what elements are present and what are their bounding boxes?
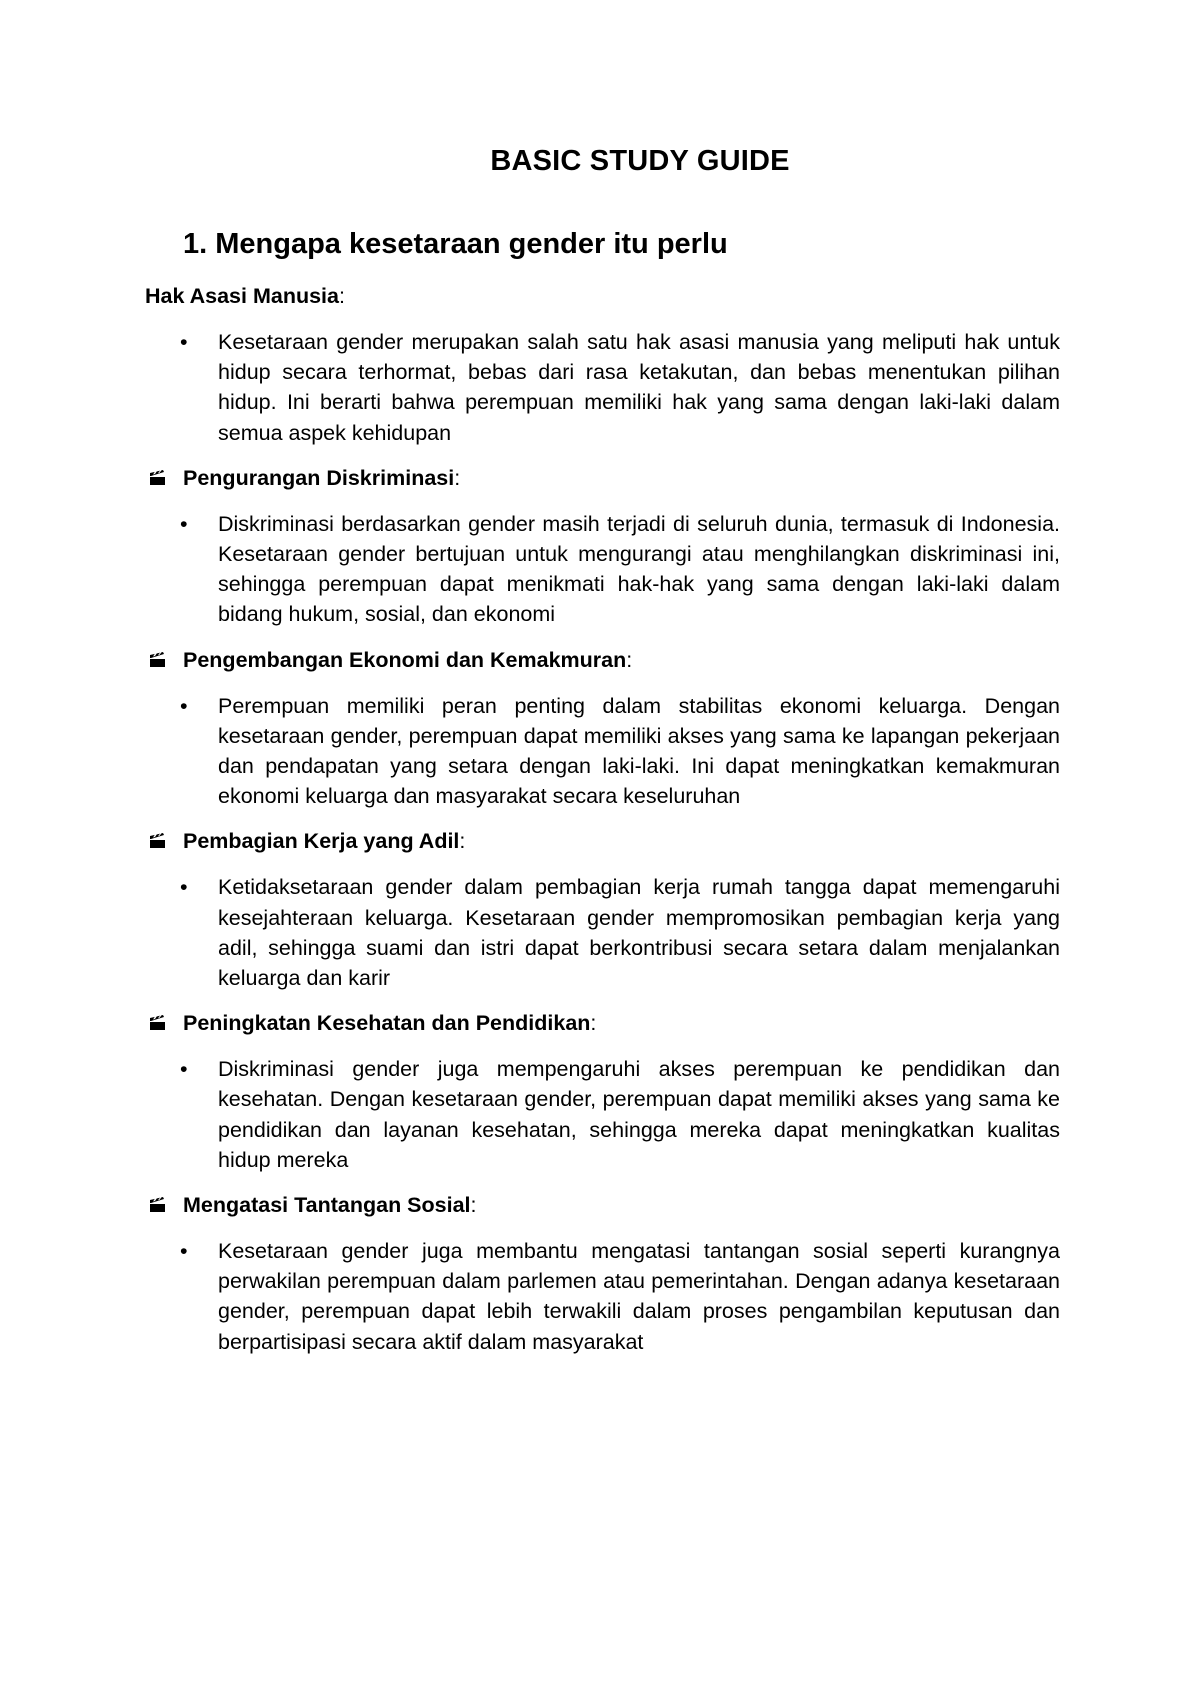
bullet-dot: •	[180, 693, 188, 718]
topic-heading	[145, 281, 1060, 311]
topic-heading-colon: :	[338, 284, 345, 308]
topic-heading	[145, 1008, 1060, 1038]
topic-heading-text: Pengurangan Diskriminasi	[183, 465, 455, 490]
topic-heading-colon: :	[454, 465, 461, 490]
bullet-item	[145, 327, 1060, 448]
bullet-text: Diskriminasi gender juga mempengaruhi akses perempuan ke pendidikan dan kesehatan. Dengan kesetaraan gender, perempuan dapat memiliki akses yang sama ke pendidikan dan layanan kesehatan, sehingga mereka dapat meningkatkan kualitas hidup mereka	[218, 1057, 1060, 1172]
topic-pengembangan-ekonomi	[145, 645, 1060, 812]
bullet-item	[145, 872, 1060, 993]
bullet-text: Kesetaraan gender merupakan salah satu hak asasi manusia yang meliputi hak untuk hidup secara terhormat, bebas dari rasa ketakutan, dan bebas menentukan pilihan hidup. Ini berarti bahwa perempuan memiliki hak yang sama dengan laki-laki dalam semua aspek kehidupan	[218, 330, 1060, 445]
bullet-item	[145, 691, 1060, 812]
topic-heading-text: Mengatasi Tantangan Sosial	[183, 1193, 471, 1218]
topic-heading-colon: :	[626, 647, 633, 672]
topic-heading-text: Hak Asasi Manusia	[145, 284, 339, 308]
bullet-text: Ketidaksetaraan gender dalam pembagian kerja rumah tangga dapat memengaruhi kesejahteraan keluarga. Kesetaraan gender mempromosikan pembagian kerja yang adil, sehingga suami dan istri dapat berkontribusi secara setara dalam menjalankan keluarga dan karir	[218, 875, 1060, 991]
bullet-text: Kesetaraan gender juga membantu mengatasi tantangan sosial seperti kurangnya perwakilan perempuan dalam parlemen atau pemerintahan. Dengan adanya kesetaraan gender, perempuan dapat lebih terwakili dalam proses pengambilan keputusan dan berpartisipasi secara aktif dalam masyarakat	[218, 1239, 1060, 1354]
topic-heading-text: Pengembangan Ekonomi dan Kemakmuran	[183, 647, 627, 672]
topic-heading	[145, 645, 1060, 675]
topic-hak-asasi-manusia	[145, 281, 1060, 448]
bullet-dot: •	[180, 511, 188, 536]
bullet-dot: •	[180, 330, 188, 354]
topic-heading	[145, 463, 1060, 493]
topic-mengatasi-tantangan	[145, 1190, 1060, 1357]
bullet-dot: •	[180, 875, 188, 900]
document-content	[145, 281, 1060, 1357]
topic-heading-colon: :	[590, 1011, 597, 1036]
bullet-dot: •	[180, 1057, 188, 1082]
section-heading: 1. Mengapa kesetaraan gender itu perlu	[183, 228, 728, 260]
topic-heading-colon: :	[470, 1193, 477, 1218]
clapperboard-icon	[149, 833, 167, 849]
topic-heading-text: Peningkatan Kesehatan dan Pendidikan	[183, 1011, 591, 1036]
topic-pembagian-kerja	[145, 826, 1060, 993]
clapperboard-icon	[149, 652, 167, 668]
topic-pengurangan-diskriminasi	[145, 463, 1060, 630]
document-title: BASIC STUDY GUIDE	[490, 145, 790, 177]
bullet-item	[145, 509, 1060, 630]
topic-heading	[145, 826, 1060, 856]
clapperboard-icon	[149, 1197, 167, 1213]
clapperboard-icon	[149, 1015, 167, 1031]
topic-heading	[145, 1190, 1060, 1220]
bullet-text: Perempuan memiliki peran penting dalam stabilitas ekonomi keluarga. Dengan kesetaraan gender, perempuan dapat memiliki akses yang sama ke lapangan pekerjaan dan pendapatan yang setara dengan laki-laki. Ini dapat meningkatkan kemakmuran ekonomi keluarga dan masyarakat secara keseluruhan	[218, 693, 1060, 809]
bullet-item	[145, 1236, 1060, 1357]
topic-peningkatan-kesehatan	[145, 1008, 1060, 1175]
clapperboard-icon	[149, 470, 167, 486]
topic-heading-text: Pembagian Kerja yang Adil	[183, 829, 460, 854]
bullet-text: Diskriminasi berdasarkan gender masih terjadi di seluruh dunia, termasuk di Indonesia. Kesetaraan gender bertujuan untuk mengurangi atau menghilangkan diskriminasi ini, sehingga perempuan dapat menikmati hak-hak yang sama dengan laki-laki dalam bidang hukum, sosial, dan ekonomi	[218, 511, 1060, 627]
bullet-item	[145, 1054, 1060, 1175]
bullet-dot: •	[180, 1239, 188, 1264]
topic-heading-colon: :	[459, 829, 466, 854]
